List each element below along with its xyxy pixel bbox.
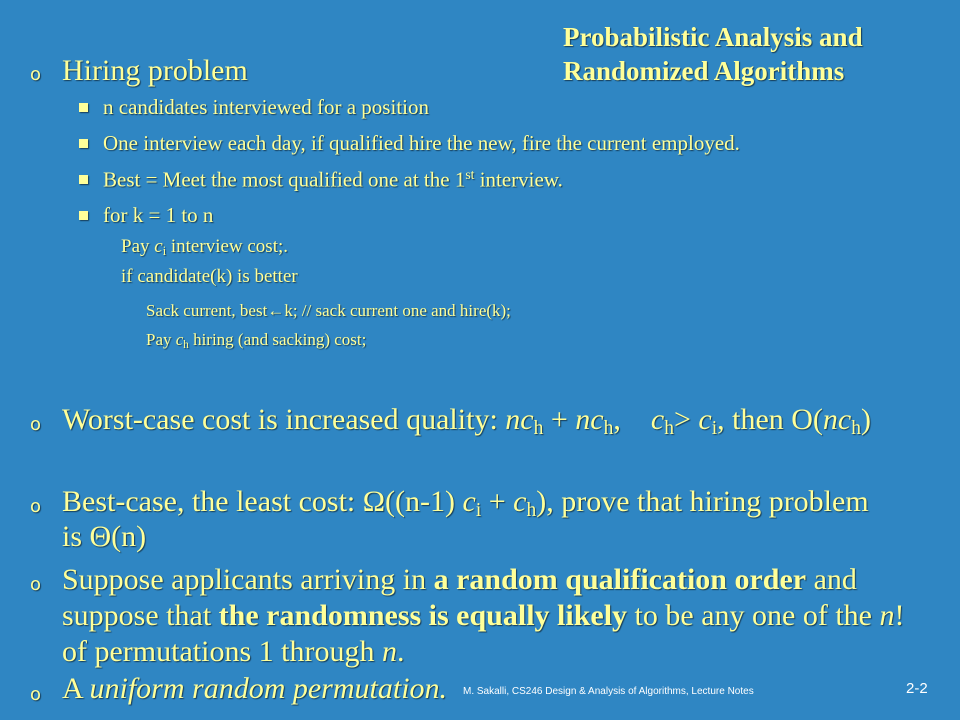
sub-bullet-candidates: n candidates interviewed for a position — [103, 95, 429, 119]
code-line-sack-current: Sack current, best←k; // sack current one and hire(k); — [146, 301, 511, 320]
square-bullet-icon — [79, 175, 88, 184]
code-line-pay-hiring: Pay $c_h$ hiring (and sacking) cost; — [146, 330, 367, 351]
sub-bullet-interview: One interview each day, if qualified hire the new, fire the current employed. — [103, 131, 740, 155]
bullet-marker: o — [30, 64, 42, 85]
slide-footer: M. Sakalli, CS246 Design & Analysis of Algorithms, Lecture Notes — [463, 686, 754, 697]
page-number: 2-2 — [906, 680, 928, 697]
square-bullet-icon — [79, 139, 88, 148]
left-arrow-icon: ← — [267, 301, 285, 320]
bullet-best-case: Best-case, the least cost: Ω((n-1) $c_i + c_h$), prove that hiring problem — [62, 485, 869, 521]
bullet-marker: o — [30, 496, 42, 517]
bullet-marker: o — [30, 684, 42, 705]
bullet-hiring-problem: Hiring problem — [62, 54, 248, 87]
bullet-suppose: Suppose applicants arriving in a random qualification order and suppose that the randomness is equally likely to be any one of the n! of permutations 1 through n. — [62, 563, 905, 668]
bullet-uniform-permutation: A uniform random permutation. — [62, 672, 448, 705]
sub-bullet-for-loop: for k = 1 to n — [103, 203, 214, 227]
bullet-best-case-line2: is Θ(n) — [62, 520, 147, 553]
bullet-worst-case: Worst-case cost is increased quality: $nc_h + nc_h$, $c_h> c_i$, then $O(nc_h)$ — [62, 403, 871, 439]
square-bullet-icon — [79, 103, 88, 112]
bullet-marker: o — [30, 574, 42, 595]
sub-bullet-best: Best = Meet the most qualified one at the 1st interview. — [103, 167, 563, 192]
square-bullet-icon — [79, 211, 88, 220]
code-line-if-better: if candidate(k) is better — [121, 266, 298, 287]
code-line-pay-interview: Pay $c_i$ interview cost;. — [121, 236, 289, 259]
slide-title: Probabilistic Analysis and Randomized Algorithms — [563, 22, 863, 86]
bullet-marker: o — [30, 414, 42, 435]
